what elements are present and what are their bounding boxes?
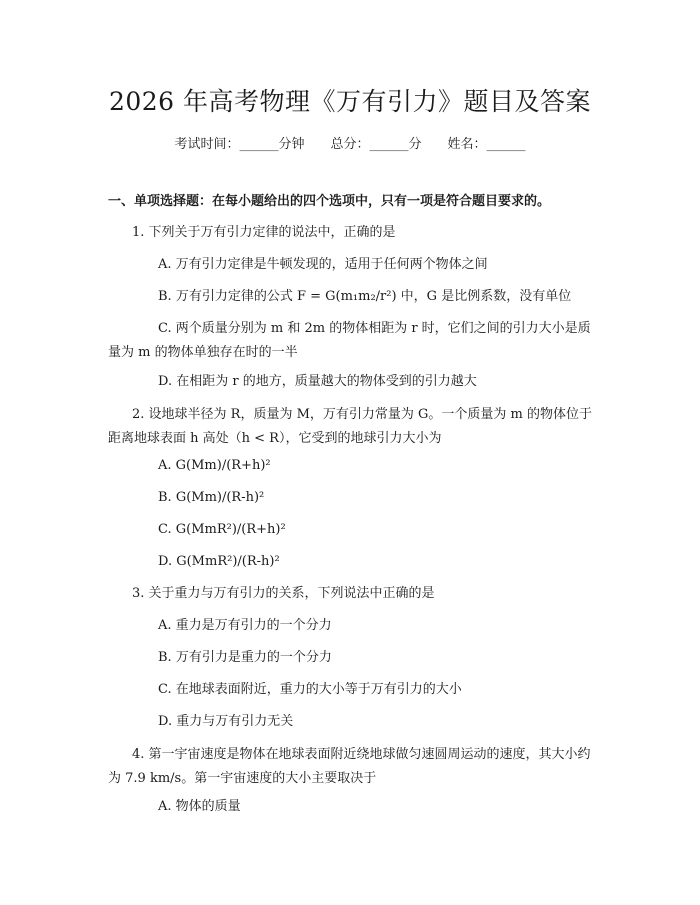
question-stem: 4. 第一宇宙速度是物体在地球表面附近绕地球做匀速圆周运动的速度，其大小约为 7.9 km/s。第一宇宙速度的大小主要取决于 [108,747,591,786]
page-title: 2026 年高考物理《万有引力》题目及答案 [108,87,592,116]
option-b: B. G(Mm)/(R-h)² [158,490,265,505]
exam-score: 总分：______分 [330,137,422,152]
question-stem: 2. 设地球半径为 R，质量为 M，万有引力常量为 G。一个质量为 m 的物体位于距离地球表面 h 高处（h < R），它受到的地球引力大小为 [108,407,593,446]
option-b: B. 万有引力定律的公式 F = G(m₁m₂/r²) 中，G 是比例系数，没有单位 [158,289,572,304]
exam-time: 考试时间：______分钟 [174,137,305,152]
exam-name: 姓名：______ [447,137,526,152]
question-stem: 3. 关于重力与万有引力的关系，下列说法中正确的是 [132,586,435,601]
option-d: D. 重力与万有引力无关 [158,714,294,729]
option-a: A. 物体的质量 [158,799,241,814]
option-a: A. 万有引力定律是牛顿发现的，适用于任何两个物体之间 [158,257,488,272]
section-heading: 一、单项选择题：在每小题给出的四个选项中，只有一项是符合题目要求的。 [108,194,551,209]
option-c: C. G(MmR²)/(R+h)² [158,522,286,537]
option-c: C. 两个质量分别为 m 和 2m 的物体相距为 r 时，它们之间的引力大小是质量为 m 的物体单独存在时的一半 [108,321,591,360]
option-d: D. 在相距为 r 的地方，质量越大的物体受到的引力越大 [158,374,477,389]
option-d: D. G(MmR²)/(R-h)² [158,554,280,569]
option-a: A. 重力是万有引力的一个分力 [158,618,332,633]
option-b: B. 万有引力是重力的一个分力 [158,650,332,665]
option-a: A. G(Mm)/(R+h)² [158,458,271,473]
exam-meta [0,133,700,152]
question-stem: 1. 下列关于万有引力定律的说法中，正确的是 [132,225,396,240]
option-c: C. 在地球表面附近，重力的大小等于万有引力的大小 [158,682,462,697]
